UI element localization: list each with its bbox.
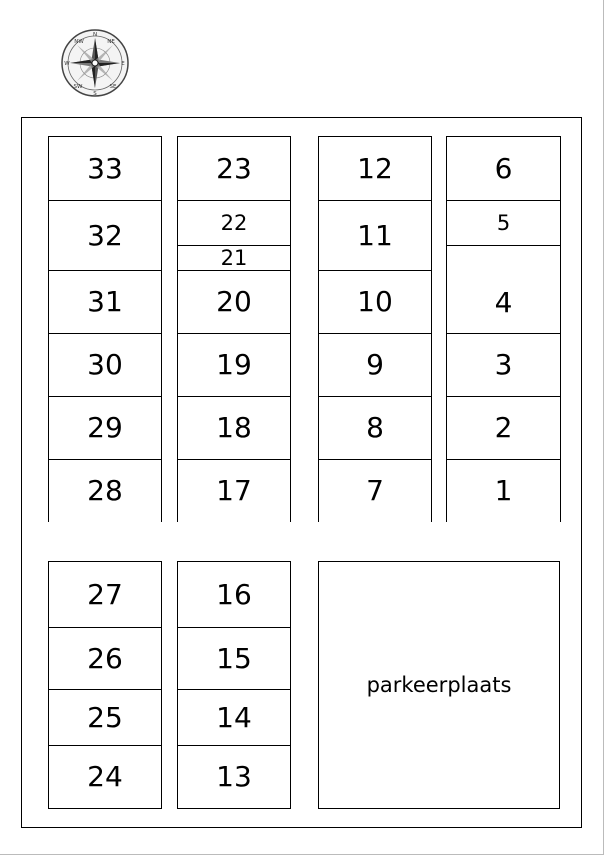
lot-27[interactable]: 27: [87, 578, 123, 611]
lot-16[interactable]: 16: [216, 578, 252, 611]
lot-31[interactable]: 31: [87, 285, 123, 318]
lot-12[interactable]: 12: [357, 151, 393, 185]
lot-13[interactable]: 13: [216, 759, 252, 793]
compass-label-nw: NW: [74, 39, 84, 45]
lot-24[interactable]: 24: [87, 759, 123, 793]
lot-32[interactable]: 32: [87, 218, 123, 252]
lot-4[interactable]: 4: [494, 285, 513, 319]
block-f: [177, 561, 291, 809]
compass-label-e: E: [121, 61, 125, 67]
parking-label: parkeerplaats: [366, 673, 512, 697]
lot-9[interactable]: 9: [366, 348, 384, 381]
block-a: [48, 136, 162, 522]
lot-1[interactable]: 1: [494, 474, 513, 507]
block-b: [177, 136, 291, 522]
lot-10[interactable]: 10: [357, 285, 393, 318]
block-e: [48, 561, 162, 809]
compass-label-w: W: [64, 61, 70, 67]
block-c: [318, 136, 432, 522]
lot-6[interactable]: 6: [494, 151, 513, 185]
lot-30[interactable]: 30: [87, 348, 123, 381]
compass-label-sw: SW: [73, 84, 83, 90]
lot-7[interactable]: 7: [366, 474, 384, 507]
lot-23[interactable]: 23: [216, 151, 252, 185]
compass-label-ne: NE: [107, 39, 115, 45]
lot-5[interactable]: 5: [496, 210, 511, 235]
lot-18[interactable]: 18: [216, 411, 252, 444]
lot-20[interactable]: 20: [216, 285, 252, 318]
lot-11[interactable]: 11: [357, 218, 393, 252]
lot-8[interactable]: 8: [366, 411, 384, 444]
lot-29[interactable]: 29: [87, 411, 123, 444]
lot-26[interactable]: 26: [87, 641, 123, 675]
lot-22[interactable]: 22: [220, 210, 248, 235]
block-d: [446, 136, 561, 522]
parking-area[interactable]: [318, 561, 560, 809]
lot-25[interactable]: 25: [87, 700, 123, 734]
compass-label-n: N: [92, 32, 98, 38]
lot-17[interactable]: 17: [216, 474, 252, 507]
lot-2[interactable]: 2: [494, 411, 513, 444]
lot-21[interactable]: 21: [220, 245, 248, 270]
lot-14[interactable]: 14: [216, 700, 252, 734]
lot-15[interactable]: 15: [216, 641, 252, 675]
lot-19[interactable]: 19: [216, 348, 252, 381]
lot-28[interactable]: 28: [87, 474, 123, 507]
compass-label-s: S: [93, 91, 97, 97]
compass-label-se: SE: [109, 84, 117, 90]
lot-3[interactable]: 3: [494, 348, 513, 381]
compass-rose-icon: [60, 28, 130, 98]
lot-33[interactable]: 33: [87, 151, 123, 185]
